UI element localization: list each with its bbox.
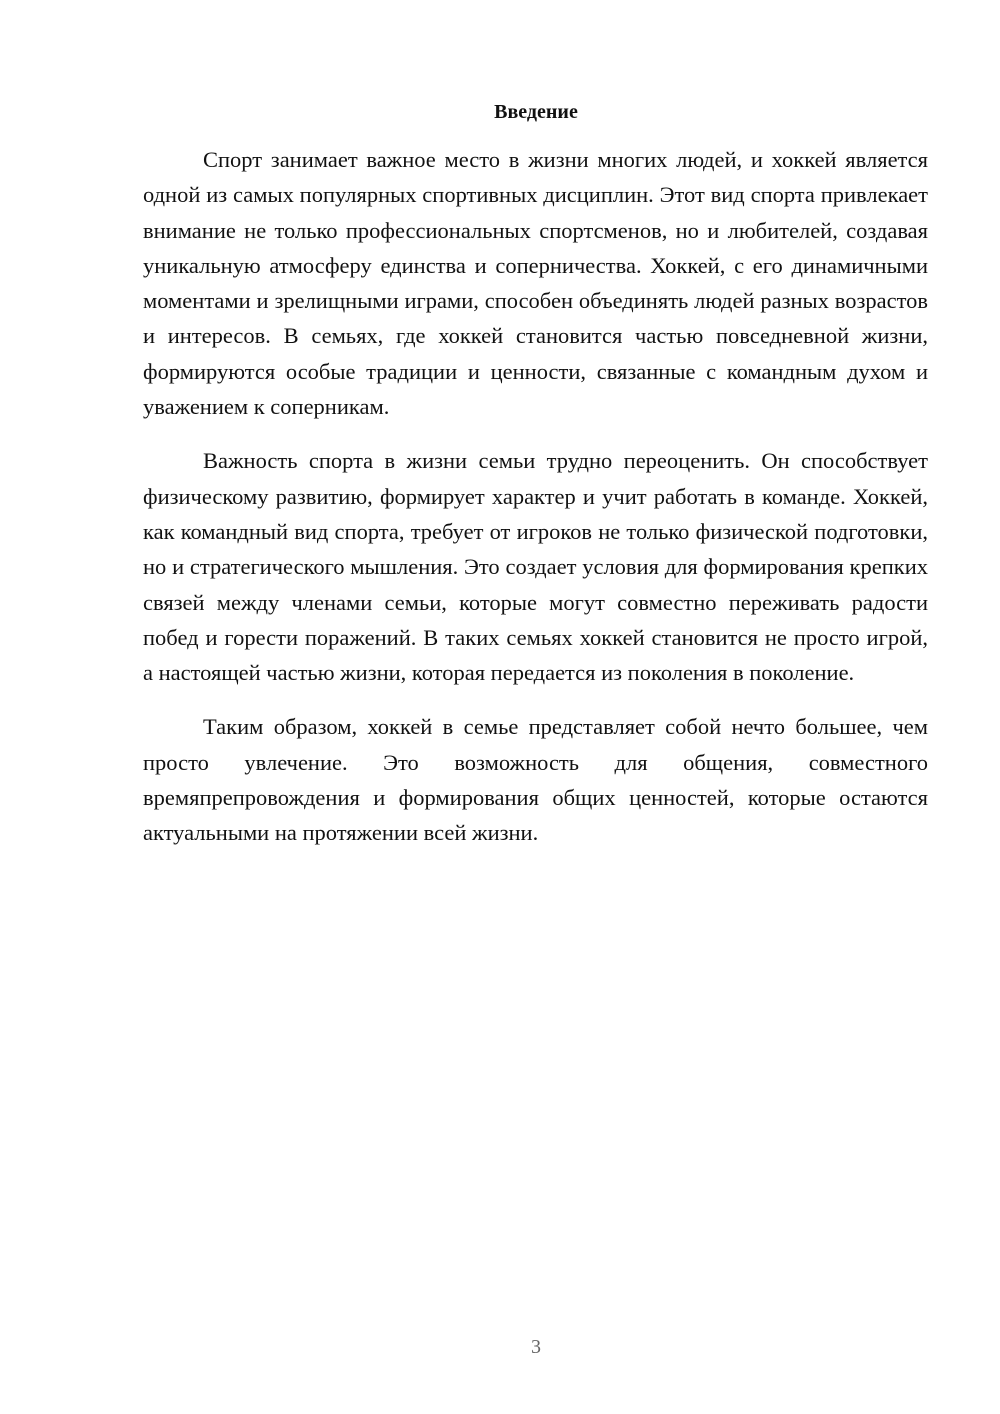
page-number: 3 <box>531 1336 541 1358</box>
paragraph-3: Таким образом, хоккей в семье представляет собой нечто большее, чем просто увлечение. Это возможность для общения, совместного времяпрепровождения и формирования общих ценностей, которые остаются актуальными на протяжении всей жизни. <box>143 714 928 846</box>
paragraph-2: Важность спорта в жизни семьи трудно переоценить. Он способствует физическому развитию, формирует характер и учит работать в команде. Хоккей, как командный вид спорта, требует от игроков не только физической подготовки, но и стратегического мышления. Это создает условия для формирования крепких связей между членами семьи, которые могут совместно переживать радости побед и горести поражений. В таких семьях хоккей становится не просто игрой, а настоящей частью жизни, которая передается из поколения в поколение. <box>143 448 928 686</box>
section-title: Введение <box>494 101 578 123</box>
paragraph-1: Спорт занимает важное место в жизни многих людей, и хоккей является одной из самых популярных спортивных дисциплин. Этот вид спорта привлекает внимание не только профессиональных спортсменов, но и любителей, создавая уникальную атмосферу единства и соперничества. Хоккей, с его динамичными моментами и зрелищными играми, способен объединять людей разных возрастов и интересов. В семьях, где хоккей становится частью повседневной жизни, формируются особые традиции и ценности, связанные с командным духом и уважением к соперникам. <box>143 147 928 420</box>
body-text <box>143 142 928 851</box>
